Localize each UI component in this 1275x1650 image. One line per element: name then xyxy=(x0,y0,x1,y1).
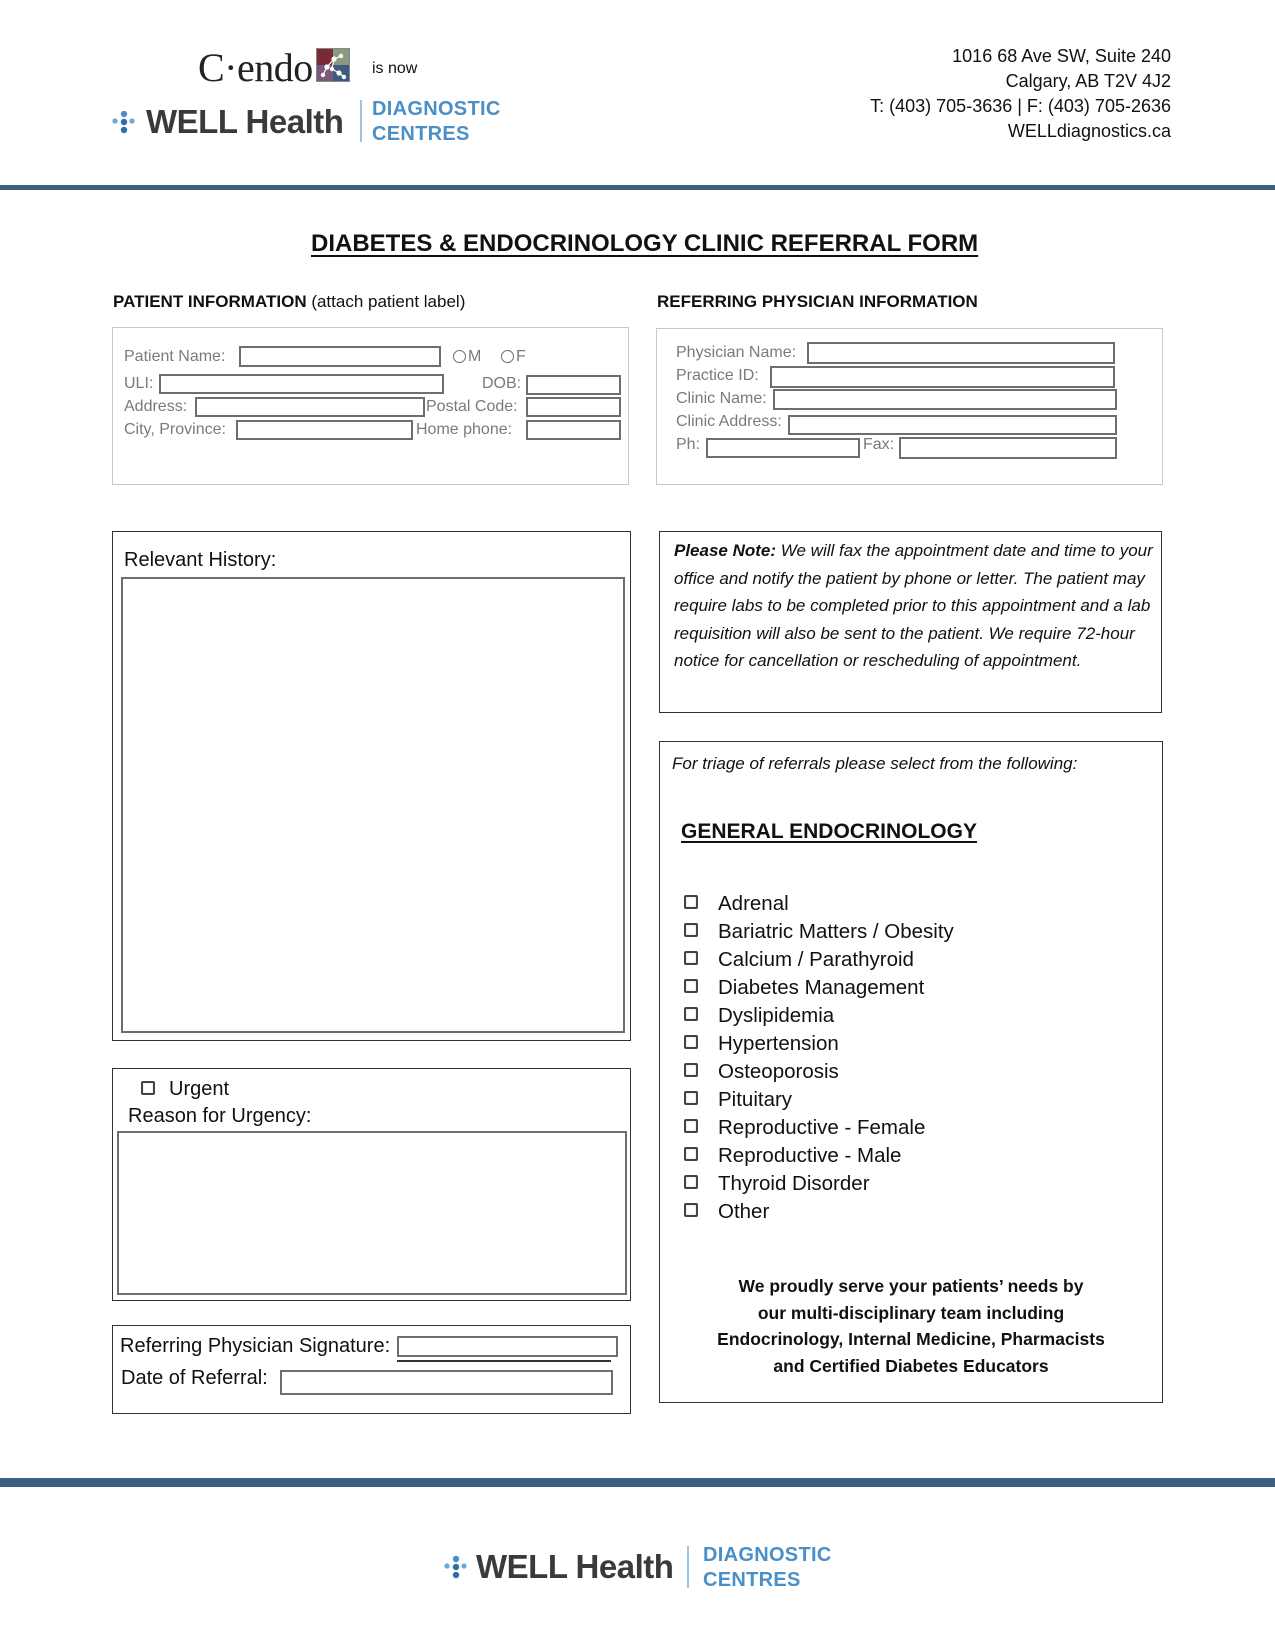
triage-option-reproductive-female[interactable] xyxy=(683,1114,1123,1142)
thyroid-checkbox[interactable] xyxy=(684,1175,698,1189)
diagnostic-label: DIAGNOSTIC xyxy=(372,98,501,120)
patient-name-label: Patient Name: xyxy=(124,348,226,365)
signature-input[interactable] xyxy=(397,1336,618,1357)
dob-label: DOB: xyxy=(482,375,522,392)
footer-centres-label: CENTRES xyxy=(703,1569,801,1591)
page-title: DIABETES & ENDOCRINOLOGY CLINIC REFERRAL FORM xyxy=(311,230,979,257)
osteoporosis-checkbox[interactable] xyxy=(684,1063,698,1077)
date-of-referral-label: Date of Referral: xyxy=(121,1367,268,1389)
osteoporosis-label: Osteoporosis xyxy=(718,1060,839,1083)
clinic-address-input[interactable] xyxy=(788,415,1117,435)
physician-phone-label: Ph: xyxy=(676,436,701,453)
other-label: Other xyxy=(718,1200,770,1223)
brand-divider xyxy=(360,100,362,142)
dob-input[interactable] xyxy=(526,375,621,395)
triage-option-other[interactable] xyxy=(683,1198,1123,1226)
clinic-name-label: Clinic Name: xyxy=(676,390,767,407)
postal-code-label: Postal Code: xyxy=(426,398,518,415)
well-health-dots-icon xyxy=(111,109,137,135)
signature-underline xyxy=(397,1360,611,1362)
triage-option-osteoporosis[interactable] xyxy=(683,1058,1123,1086)
triage-option-adrenal[interactable] xyxy=(683,890,1123,918)
triage-option-bariatric[interactable] xyxy=(683,918,1123,946)
patient-name-input[interactable] xyxy=(239,346,441,367)
cendo-logo-icon xyxy=(316,48,350,82)
calcium-checkbox[interactable] xyxy=(684,951,698,965)
city-province-label: City, Province: xyxy=(124,421,226,438)
please-note-prefix: Please Note: xyxy=(674,541,777,560)
clinic-name-input[interactable] xyxy=(773,389,1117,410)
physician-fax-label: Fax: xyxy=(863,436,895,453)
transition-text: is now xyxy=(372,60,418,77)
footer-diagnostic-label: DIAGNOSTIC xyxy=(703,1544,832,1566)
footer-well-health-wordmark: WELL Health xyxy=(476,1548,674,1585)
clinic-address-label: Clinic Address: xyxy=(676,413,782,430)
thyroid-label: Thyroid Disorder xyxy=(718,1172,870,1195)
please-note-body: We will fax the appointment date and time to your office and notify the patient by phone or letter. The patient may require labs to be completed prior to this appointment and a lab requisition will also be sent to the patient. We require 72-hour notice for cancellation or rescheduling of appointment. xyxy=(674,541,1153,670)
address-label: Address: xyxy=(124,398,188,415)
please-note-text xyxy=(674,537,1154,675)
hypertension-checkbox[interactable] xyxy=(684,1035,698,1049)
sex-f-radio[interactable] xyxy=(501,350,514,363)
patient-info-heading-bold: PATIENT INFORMATION xyxy=(113,292,307,311)
header-divider-bar xyxy=(0,185,1275,190)
triage-intro-text: For triage of referrals please select from the following: xyxy=(672,754,1078,773)
website-link[interactable]: WELLdiagnostics.ca xyxy=(1007,121,1171,141)
physician-name-label: Physician Name: xyxy=(676,344,797,361)
dyslipidemia-label: Dyslipidemia xyxy=(718,1004,835,1027)
cendo-wordmark: C·endo xyxy=(198,45,313,90)
triage-option-dyslipidemia[interactable] xyxy=(683,1002,1123,1030)
diabetes-checkbox[interactable] xyxy=(684,979,698,993)
address-input[interactable] xyxy=(195,397,425,417)
other-checkbox[interactable] xyxy=(684,1203,698,1217)
relevant-history-textarea[interactable] xyxy=(121,577,625,1033)
physician-phone-input[interactable] xyxy=(706,438,860,458)
physician-info-heading: REFERRING PHYSICIAN INFORMATION xyxy=(657,292,978,311)
triage-option-reproductive-male[interactable] xyxy=(683,1142,1123,1170)
postal-code-input[interactable] xyxy=(526,397,621,417)
home-phone-label: Home phone: xyxy=(416,421,513,438)
promo-line-1: We proudly serve your patients’ needs by xyxy=(738,1276,1084,1296)
triage-option-thyroid[interactable] xyxy=(683,1170,1123,1198)
triage-option-hypertension[interactable] xyxy=(683,1030,1123,1058)
physician-name-input[interactable] xyxy=(807,342,1115,364)
phone-fax-line: T: (403) 705-3636 | F: (403) 705-2636 xyxy=(870,96,1171,116)
signature-label: Referring Physician Signature: xyxy=(120,1335,391,1357)
practice-id-input[interactable] xyxy=(770,366,1115,388)
sex-m-radio[interactable] xyxy=(453,350,466,363)
address-line-2: Calgary, AB T2V 4J2 xyxy=(1005,71,1171,91)
physician-fax-input[interactable] xyxy=(899,437,1117,459)
patient-info-heading xyxy=(113,292,465,312)
calcium-label: Calcium / Parathyroid xyxy=(718,948,914,971)
pituitary-checkbox[interactable] xyxy=(684,1091,698,1105)
practice-id-label: Practice ID: xyxy=(676,367,759,384)
centres-label: CENTRES xyxy=(372,123,470,145)
uli-input[interactable] xyxy=(159,374,444,394)
reproductive-female-label: Reproductive - Female xyxy=(718,1116,926,1139)
adrenal-label: Adrenal xyxy=(718,892,789,915)
home-phone-input[interactable] xyxy=(526,420,621,440)
sex-m-label: M xyxy=(468,348,482,365)
date-of-referral-input[interactable] xyxy=(280,1370,613,1395)
footer-brand-divider xyxy=(687,1546,689,1588)
pituitary-label: Pituitary xyxy=(718,1088,793,1111)
footer-divider-bar xyxy=(0,1478,1275,1487)
services-promo-text xyxy=(661,1273,1161,1379)
reproductive-male-checkbox[interactable] xyxy=(684,1147,698,1161)
patient-info-heading-note: (attach patient label) xyxy=(306,292,466,311)
reason-for-urgency-label: Reason for Urgency: xyxy=(128,1105,312,1127)
footer-well-health-dots-icon xyxy=(443,1554,469,1580)
reproductive-female-checkbox[interactable] xyxy=(684,1119,698,1133)
promo-line-3: Endocrinology, Internal Medicine, Pharmacists xyxy=(717,1329,1105,1349)
city-province-input[interactable] xyxy=(236,420,413,440)
relevant-history-label: Relevant History: xyxy=(124,549,277,571)
promo-line-2: our multi-disciplinary team including xyxy=(757,1302,1065,1323)
triage-option-diabetes[interactable] xyxy=(683,974,1123,1002)
clinic-address-block xyxy=(751,44,1171,144)
sex-f-label: F xyxy=(516,348,526,365)
adrenal-checkbox[interactable] xyxy=(684,895,698,909)
reason-for-urgency-textarea[interactable] xyxy=(117,1131,627,1295)
bariatric-checkbox[interactable] xyxy=(684,923,698,937)
urgent-checkbox[interactable] xyxy=(141,1081,155,1095)
diabetes-label: Diabetes Management xyxy=(718,976,925,999)
hypertension-label: Hypertension xyxy=(718,1032,839,1055)
triage-option-calcium[interactable] xyxy=(683,946,1123,974)
triage-option-pituitary[interactable] xyxy=(683,1086,1123,1114)
general-endocrinology-heading: GENERAL ENDOCRINOLOGY xyxy=(681,820,977,843)
address-line-1: 1016 68 Ave SW, Suite 240 xyxy=(952,46,1171,66)
well-health-wordmark: WELL Health xyxy=(146,103,344,140)
urgent-label: Urgent xyxy=(169,1078,230,1100)
uli-label: ULI: xyxy=(124,375,154,392)
dyslipidemia-checkbox[interactable] xyxy=(684,1007,698,1021)
reproductive-male-label: Reproductive - Male xyxy=(718,1144,902,1167)
bariatric-label: Bariatric Matters / Obesity xyxy=(718,920,954,943)
promo-line-4: and Certified Diabetes Educators xyxy=(773,1355,1049,1376)
